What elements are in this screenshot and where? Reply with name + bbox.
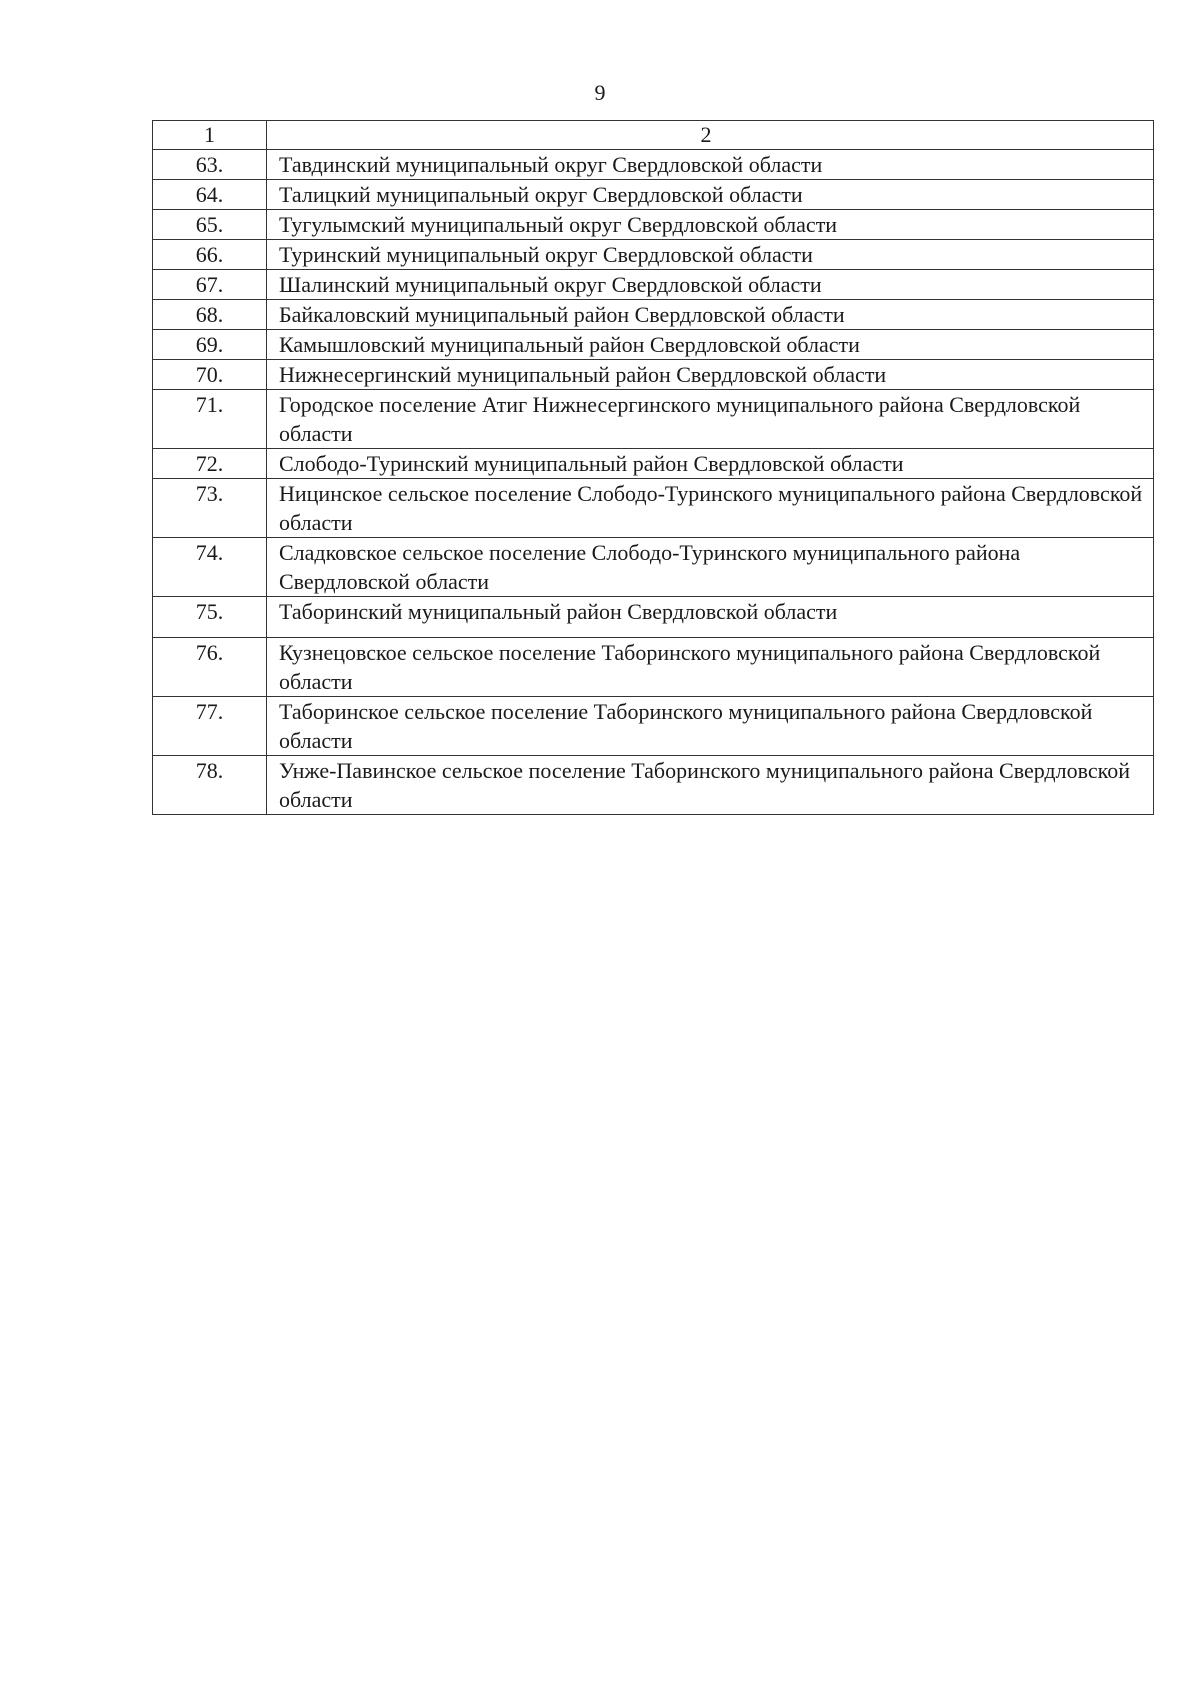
row-name: Байкаловский муниципальный район Свердловской области [267, 300, 1154, 330]
table-row [153, 756, 1154, 815]
row-number: 70. [153, 360, 267, 390]
column-header-number: 1 [153, 121, 267, 150]
row-number: 66. [153, 240, 267, 270]
table-row [153, 449, 1154, 479]
table-row [153, 180, 1154, 210]
table-row [153, 240, 1154, 270]
row-name: Туринский муниципальный округ Свердловской области [267, 240, 1154, 270]
row-name: Тавдинский муниципальный округ Свердловской области [267, 150, 1154, 180]
table-row [153, 270, 1154, 300]
table-row [153, 300, 1154, 330]
table-row [153, 538, 1154, 597]
row-number: 71. [153, 390, 267, 449]
row-name: Кузнецовское сельское поселение Таборинского муниципального района Свердловской области [267, 638, 1154, 697]
row-number: 65. [153, 210, 267, 240]
row-name: Ницинское сельское поселение Слободо-Туринского муниципального района Свердловской области [267, 479, 1154, 538]
row-number: 75. [153, 597, 267, 638]
table-row [153, 360, 1154, 390]
table-row [153, 479, 1154, 538]
row-name: Талицкий муниципальный округ Свердловской области [267, 180, 1154, 210]
row-name: Городское поселение Атиг Нижнесергинского муниципального района Свердловской области [267, 390, 1154, 449]
table-row [153, 210, 1154, 240]
row-number: 74. [153, 538, 267, 597]
row-number: 77. [153, 697, 267, 756]
table-row [153, 638, 1154, 697]
row-name: Таборинский муниципальный район Свердловской области [267, 597, 1154, 638]
municipalities-table [152, 120, 1154, 815]
row-name: Унже-Павинское сельское поселение Таборинского муниципального района Свердловской области [267, 756, 1154, 815]
table-row [153, 150, 1154, 180]
row-name: Слободо-Туринский муниципальный район Свердловской области [267, 449, 1154, 479]
row-name: Шалинский муниципальный округ Свердловской области [267, 270, 1154, 300]
row-number: 64. [153, 180, 267, 210]
row-name: Таборинское сельское поселение Таборинского муниципального района Свердловской области [267, 697, 1154, 756]
page-number: 9 [594, 80, 606, 105]
row-name: Тугулымский муниципальный округ Свердловской области [267, 210, 1154, 240]
row-number: 73. [153, 479, 267, 538]
row-number: 78. [153, 756, 267, 815]
table-header-row [153, 121, 1154, 150]
row-number: 68. [153, 300, 267, 330]
table-row [153, 597, 1154, 638]
row-number: 69. [153, 330, 267, 360]
row-number: 76. [153, 638, 267, 697]
column-header-name: 2 [267, 121, 1154, 150]
row-number: 63. [153, 150, 267, 180]
row-name: Сладковское сельское поселение Слободо-Туринского муниципального района Свердловской области [267, 538, 1154, 597]
table-row [153, 390, 1154, 449]
table-row [153, 330, 1154, 360]
row-number: 67. [153, 270, 267, 300]
row-name: Нижнесергинский муниципальный район Свердловской области [267, 360, 1154, 390]
row-name: Камышловский муниципальный район Свердловской области [267, 330, 1154, 360]
table-row [153, 697, 1154, 756]
row-number: 72. [153, 449, 267, 479]
